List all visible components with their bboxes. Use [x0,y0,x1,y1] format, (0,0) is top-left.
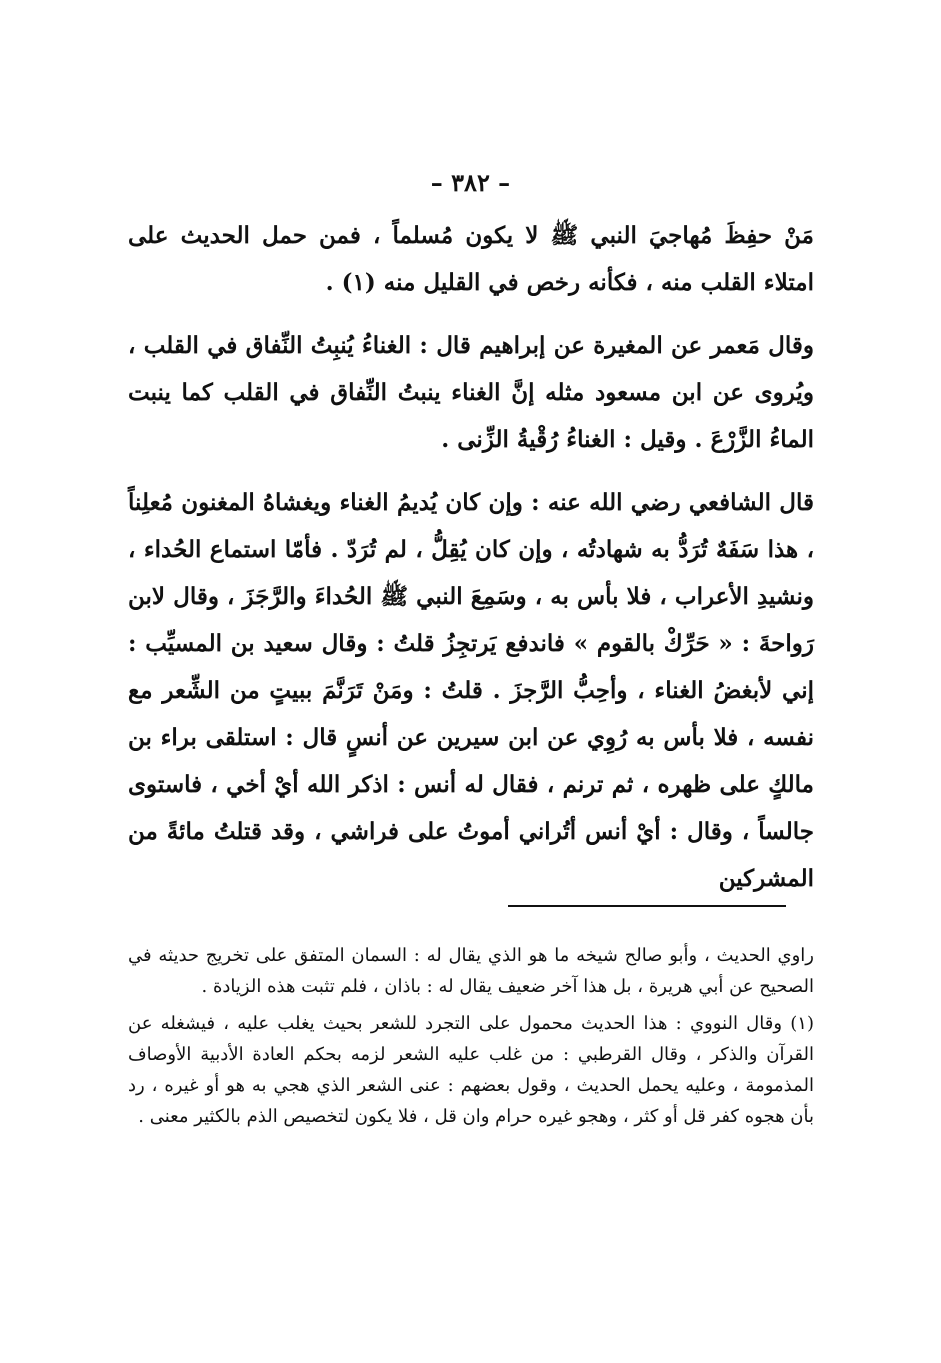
main-paragraph-3: قال الشافعي رضي الله عنه : وإن كان يُديمُ الغناء ويغشاهُ المغنون مُعلِناً ، هذا سَفَهٌ تُرَدُّ به شهادتُه ، وإن كان يُقِلُّ ، لم تُرَدّ . فأمّا استماع الحُداء ، ونشيدِ الأعراب ، فلا بأس به ، وسَمِعَ النبي ﷺ الحُداءَ والرَّجَزَ ، وقال لابن رَواحةَ : « حَرِّكْ بالقوم » فاندفع يَرتجِزُ قلتُ : وقال سعيد بن المسيِّب : إني لأبغضُ الغناء ، وأحِبُّ الرَّجزَ . قلتُ : ومَنْ تَرَنَّمَ ببيتٍ من الشِّعر مع نفسه ، فلا بأس به رُوِي عن ابن سيرين عن أنسٍ قال : استلقى براء بن مالكٍ على ظهره ، ثم ترنم ، فقال له أنس : اذكر الله أيْ أخي ، فاستوى جالساً ، وقال : أيْ أنس أتُراني أموتُ على فراشي ، وقد قتلتُ مائةً من المشركين [128,489,814,892]
main-paragraph-1: مَنْ حفِظَ مُهاجيَ النبي ﷺ لا يكون مُسلماً ، فمن حمل الحديث على امتلاء القلب منه ، فكأنه رخص في القليل منه (١) . [128,222,814,296]
main-text-body [128,212,814,918]
footnote-divider [508,905,786,907]
footnotes-section [128,940,814,1138]
footnote-1: (١) وقال النووي : هذا الحديث محمول على التجرد للشعر بحيث يغلب عليه ، فيشغله عن القرآن والذكر ، وقال القرطبي : من غلب عليه الشعر لزمه بحكم العادة الأدبية الأوصاف المذمومة ، وعليه يحمل الحديث ، وقول بعضهم : عنى الشعر الذي هجي به هو أو غيره ، رد بأن هجوه كفر قل أو كثر ، وهجو غيره حرام وان قل ، فلا يكون لتخصيص الذم بالكثير معنى . [128,1013,814,1127]
footnote-continuation: راوي الحديث ، وأبو صالح شيخه ما هو الذي يقال له : السمان المتفق على تخريج حديثه في الصحيح عن أبي هريرة ، بل هذا آخر ضعيف يقال له : باذان ، فلم تثبت هذه الزيادة . [128,945,814,997]
page-number: – ٣٨٢ – [430,168,511,197]
main-paragraph-2: وقال مَعمر عن المغيرة عن إبراهيم قال : الغناءُ يُنبِتُ النِّفاق في القلب ، ويُروى عن ابن مسعود مثله إنَّ الغناء ينبتُ النِّفاق في القلب كما ينبت الماءُ الزَّرْعَ . وقيل : الغناءُ رُقْيةُ الزِّنى . [128,332,814,453]
